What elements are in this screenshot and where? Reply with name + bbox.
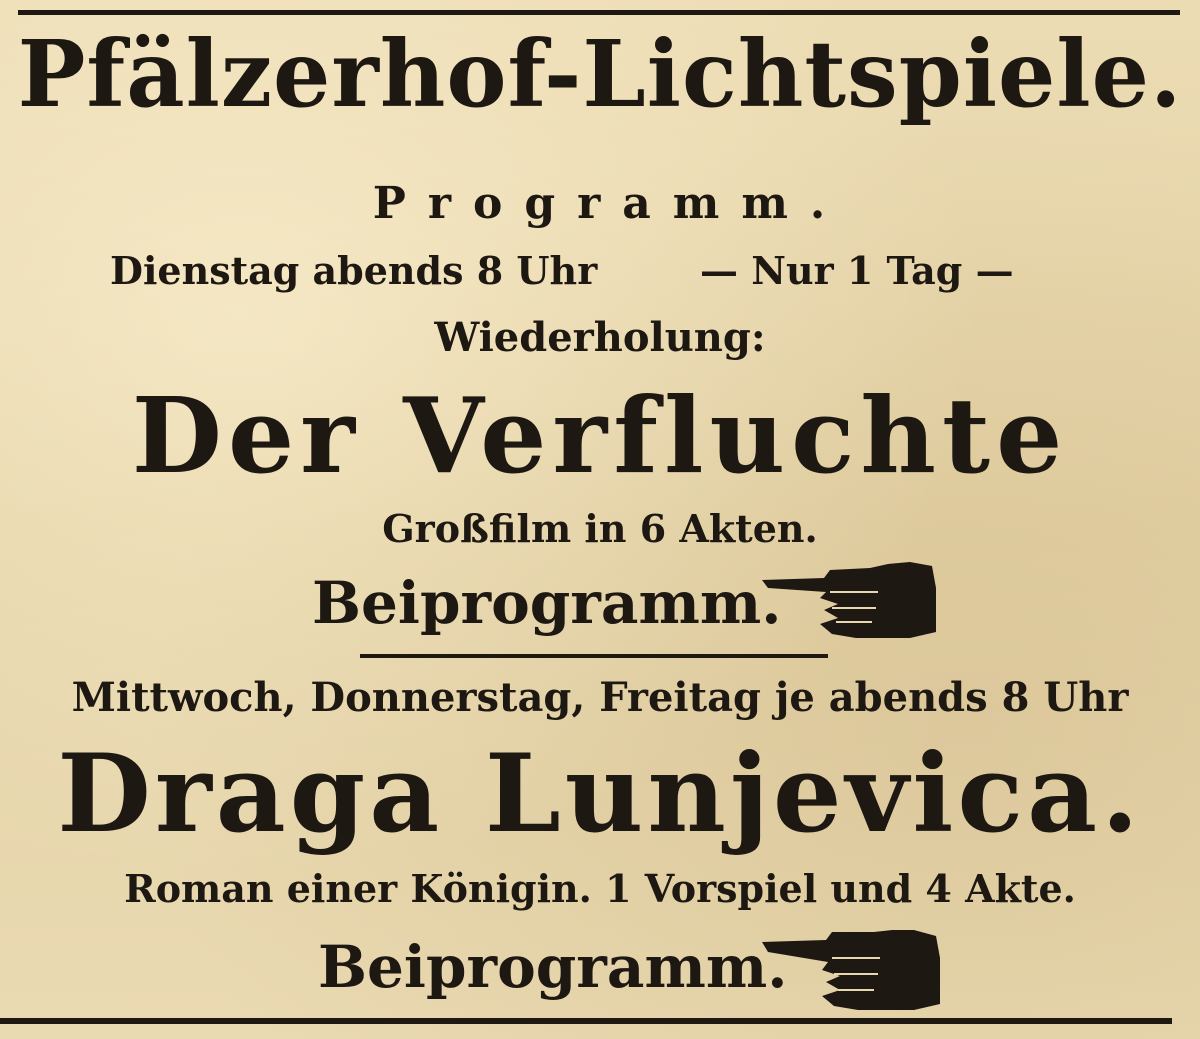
repeat-label: Wiederholung:	[434, 314, 766, 361]
film-title-draga-lunjevica: Draga Lunjevica.	[57, 731, 1143, 857]
pointing-hand-icon	[760, 928, 942, 1012]
program-heading: Programm.	[372, 178, 848, 229]
film-subtitle-der-verfluchte: Großfilm in 6 Akten.	[382, 506, 818, 551]
cinema-title: Pfälzerhof-Lichtspiele.	[17, 20, 1183, 128]
film-title-der-verfluchte: Der Verfluchte	[131, 374, 1069, 497]
bottom-border-rule	[0, 1018, 1172, 1024]
supporting-program-label: Beiprogramm.	[312, 569, 782, 637]
film-subtitle-draga-lunjevica: Roman einer Königin. 1 Vorspiel und 4 Akte.	[124, 866, 1076, 911]
only-one-day-note: — Nur 1 Tag —	[700, 248, 1014, 293]
top-border-rule	[18, 10, 1180, 15]
tuesday-schedule: Dienstag abends 8 Uhr	[110, 248, 598, 293]
midweek-schedule: Mittwoch, Donnerstag, Freitag je abends 8 Uhr	[71, 674, 1129, 721]
middle-divider-rule	[360, 654, 828, 658]
supporting-program-label-2: Beiprogramm.	[318, 933, 788, 1001]
pointing-hand-icon	[760, 558, 938, 642]
